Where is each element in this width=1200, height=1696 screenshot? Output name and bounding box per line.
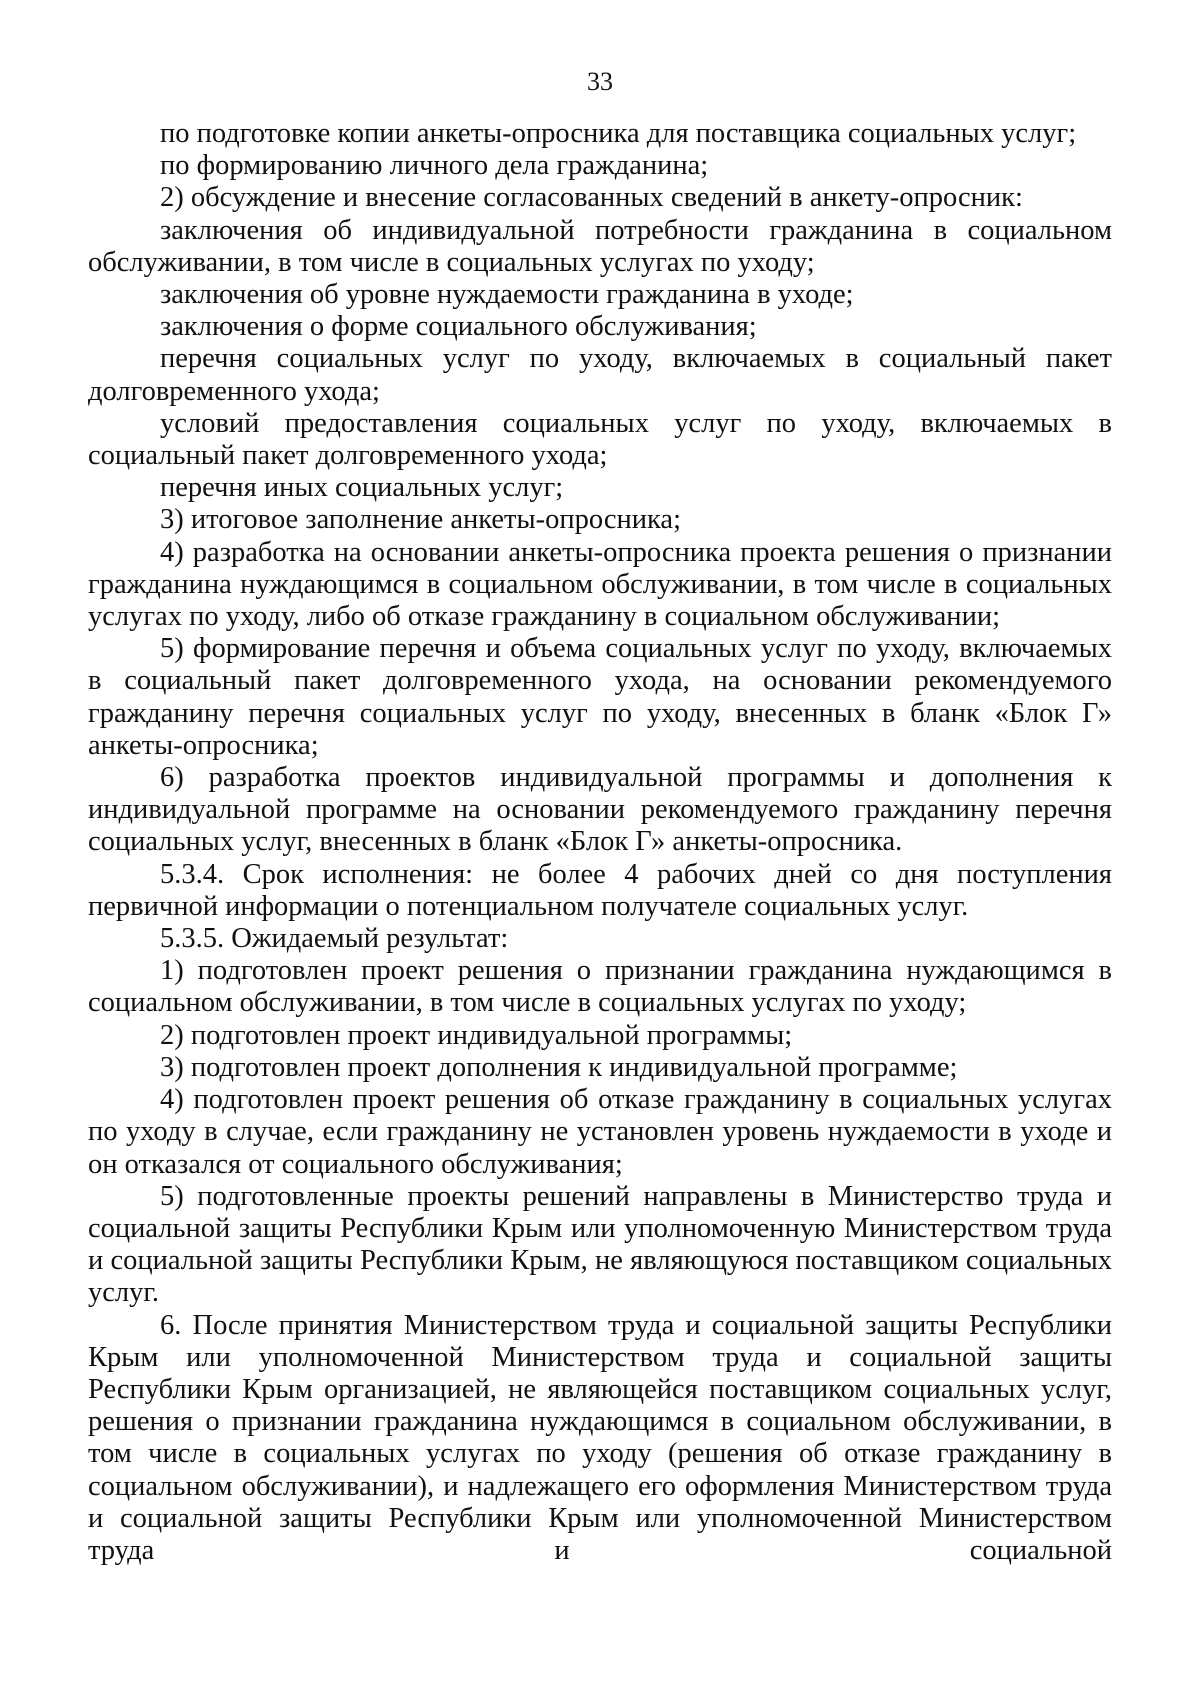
paragraph: 1) подготовлен проект решения о признании гражданина нуждающимся в социальном обслуживании, в том числе в социальных услугах по уходу;	[88, 955, 1112, 1019]
paragraph: по подготовке копии анкеты-опросника для поставщика социальных услуг;	[160, 118, 1077, 149]
paragraph: перечня иных социальных услуг;	[160, 472, 564, 504]
paragraph: 6) разработка проектов индивидуальной программы и дополнения к индивидуальной программе на основании рекомендуемого гражданину перечня социальных услуг, внесенных в бланк «Блок Г» анкеты-опросника.	[88, 762, 1112, 858]
paragraph: 5.3.4. Срок исполнения: не более 4 рабочих дней со дня поступления первичной информации о потенциальном получателе социальных услуг.	[88, 858, 1112, 922]
paragraph: заключения о форме социального обслуживания;	[160, 311, 757, 343]
paragraph: 2) обсуждение и внесение согласованных сведений в анкету-опросник:	[160, 182, 1023, 214]
paragraph: 4) подготовлен проект решения об отказе гражданину в социальных услугах по уходу в случае, если гражданину не установлен уровень нуждаемости в уходе и он отказался от социального обслуживания;	[88, 1084, 1112, 1180]
paragraph: 3) подготовлен проект дополнения к индивидуальной программе;	[160, 1051, 958, 1083]
paragraph: 2) подготовлен проект индивидуальной программы;	[160, 1019, 793, 1051]
paragraph: 6. После принятия Министерством труда и социальной защиты Республики Крым или уполномоченной Министерством труда и социальной защиты Республики Крым организацией, не являющейся поставщиком социальных услуг, решения о признании гражданина нуждающимся в социальном обслуживании, в том числе в социальных услугах по уходу (решения об отказе гражданину в социальном обслуживании), и надлежащего его оформления Министерством труда и социальной защиты Республики Крым или уполномоченной Министерством труда и социальной	[88, 1309, 1112, 1566]
paragraph: условий предоставления социальных услуг по уходу, включаемых в социальный пакет долговременного ухода;	[88, 407, 1112, 472]
paragraph: 3) итоговое заполнение анкеты-опросника;	[160, 504, 682, 536]
paragraph: 4) разработка на основании анкеты-опросника проекта решения о признании гражданина нуждающимся в социальном обслуживании, в том числе в социальных услугах по уходу, либо об отказе гражданину в социальном обслуживании;	[88, 536, 1112, 633]
paragraph: перечня социальных услуг по уходу, включаемых в социальный пакет долговременного ухода;	[88, 343, 1112, 407]
page-number: 33	[587, 67, 613, 96]
paragraph: 5.3.5. Ожидаемый результат:	[160, 923, 509, 955]
paragraph: заключения об уровне нуждаемости гражданина в уходе;	[160, 279, 854, 311]
document-body	[88, 118, 1112, 1567]
paragraph: 5) подготовленные проекты решений направлены в Министерство труда и социальной защиты Республики Крым или уполномоченную Министерством труда и социальной защиты Республики Крым, не являющуюся поставщиком социальных услуг.	[88, 1180, 1112, 1309]
paragraph: по формированию личного дела гражданина;	[160, 150, 709, 182]
paragraph: заключения об индивидуальной потребности гражданина в социальном обслуживании, в том числе в социальных услугах по уходу;	[88, 214, 1112, 278]
paragraph: 5) формирование перечня и объема социальных услуг по уходу, включаемых в социальный пакет долговременного ухода, на основании рекомендуемого гражданину перечня социальных услуг по уходу, внесенных в бланк «Блок Г» анкеты-опросника;	[88, 633, 1112, 761]
